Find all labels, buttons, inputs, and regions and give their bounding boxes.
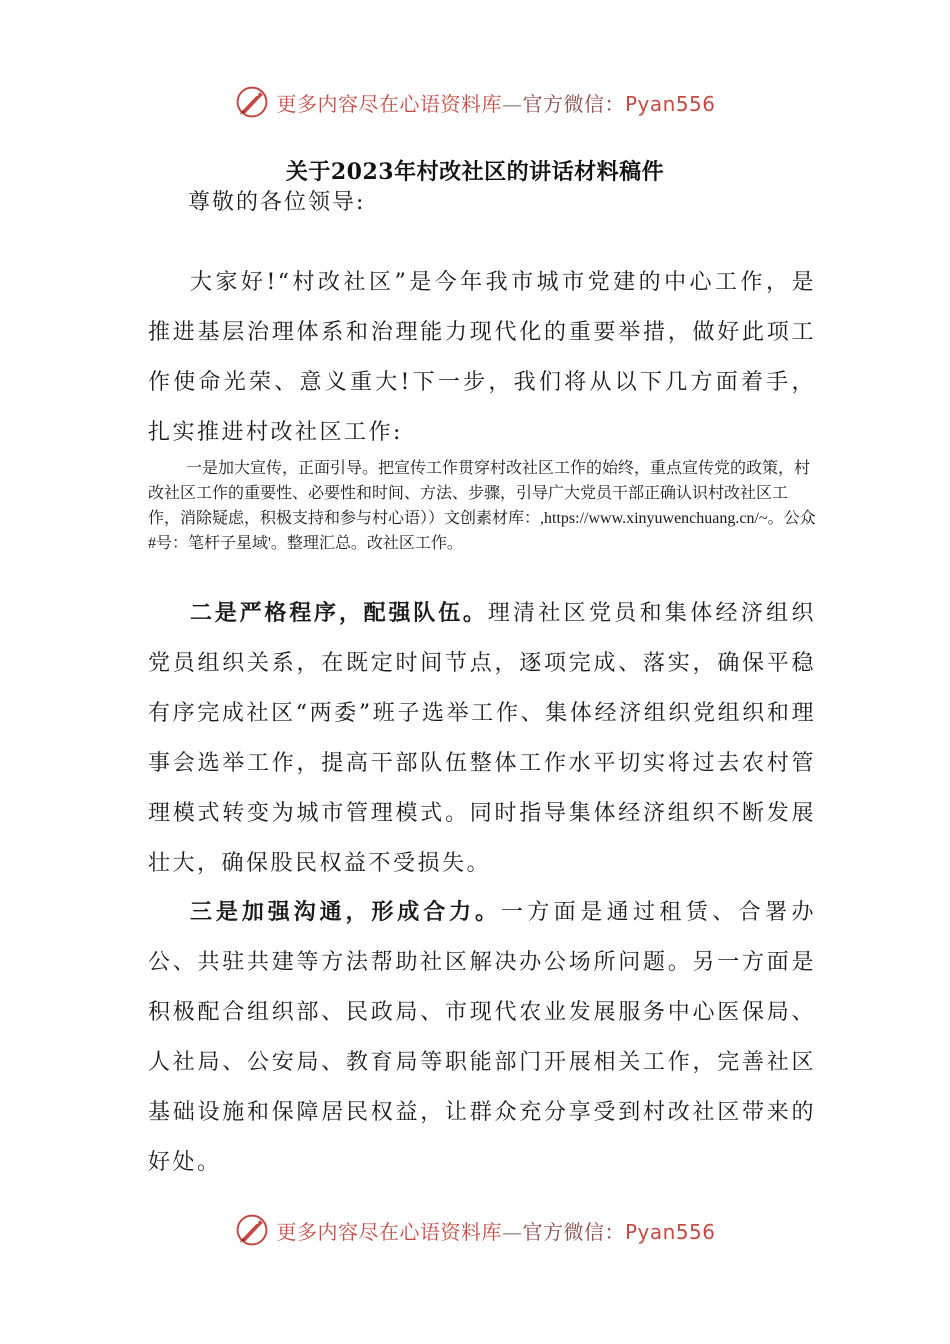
footer-banner-text [276,1216,715,1245]
header-banner-text [276,88,715,117]
banner-wechat-id: Pyan556 [624,1219,716,1244]
banner-slogan: 更多内容尽在心语资料库 [276,91,502,116]
banner-dash: — [501,1219,523,1244]
banner-dash: — [501,91,523,116]
banner-slogan: 更多内容尽在心语资料库 [276,1219,502,1244]
header-banner-content [234,84,715,120]
paragraph-communication [148,887,816,1188]
paragraph-procedure [148,588,816,889]
banner-wechat-label: 官方微信： [522,91,625,116]
paragraph-publicity: 一是加大宣传，正面引导。把宣传工作贯穿村改社区工作的始终，重点宣传党的政策，村改社区工作的重要性、必要性和时间、方法、步骤，引导广大党员干部正确认识村改社区工作，消除疑虑，积极支持和参与村心语））文创素材库：,https://www.xinyuwenchuang.cn/~。公众#号：笔杆子星域'。整理汇总。改社区工作。 [148,460,816,552]
footer-banner [0,1210,950,1250]
document-title: 关于2023年村改社区的讲话材料稿件 [285,159,665,185]
banner-wechat-label: 官方微信： [522,1219,625,1244]
paragraph-procedure-lead: 二是严格程序，配强队伍。 [190,600,488,626]
paragraph-procedure-body: 理清社区党员和集体经济组织党员组织关系，在既定时间节点，逐项完成、落实，确保平稳有序完成社区“两委”班子选举工作、集体经济组织党组织和理事会选举工作，提高干部队伍整体工作水平切实将过去农村管理模式转变为城市管理模式。同时指导集体经济组织不断发展壮大，确保股民权益不受损失。 [148,601,816,876]
paragraph-communication-body: 一方面是通过租赁、合署办公、共驻共建等方法帮助社区解决办公场所问题。另一方面是积极配合组织部、民政局、市现代农业发展服务中心医保局、人社局、公安局、教育局等职能部门开展相关工作，完善社区基础设施和保障居民权益，让群众充分享受到村改社区带来的好处。 [148,900,816,1175]
paragraph-intro: 大家好!“村改社区”是今年我市城市党建的中心工作，是推进基层治理体系和治理能力现代化的重要举措，做好此项工作使命光荣、意义重大!下一步，我们将从以下几方面着手，扎实推进村改社区工作: [148,270,816,445]
banner-wechat-id: Pyan556 [624,91,716,116]
salutation: 尊敬的各位领导: [188,190,366,215]
paragraph-communication-lead: 三是加强沟通，形成合力。 [190,899,501,925]
quill-pen-logo-icon [234,1212,270,1248]
footer-banner-content [234,1212,715,1248]
header-banner [0,82,950,122]
quill-pen-logo-icon [234,84,270,120]
